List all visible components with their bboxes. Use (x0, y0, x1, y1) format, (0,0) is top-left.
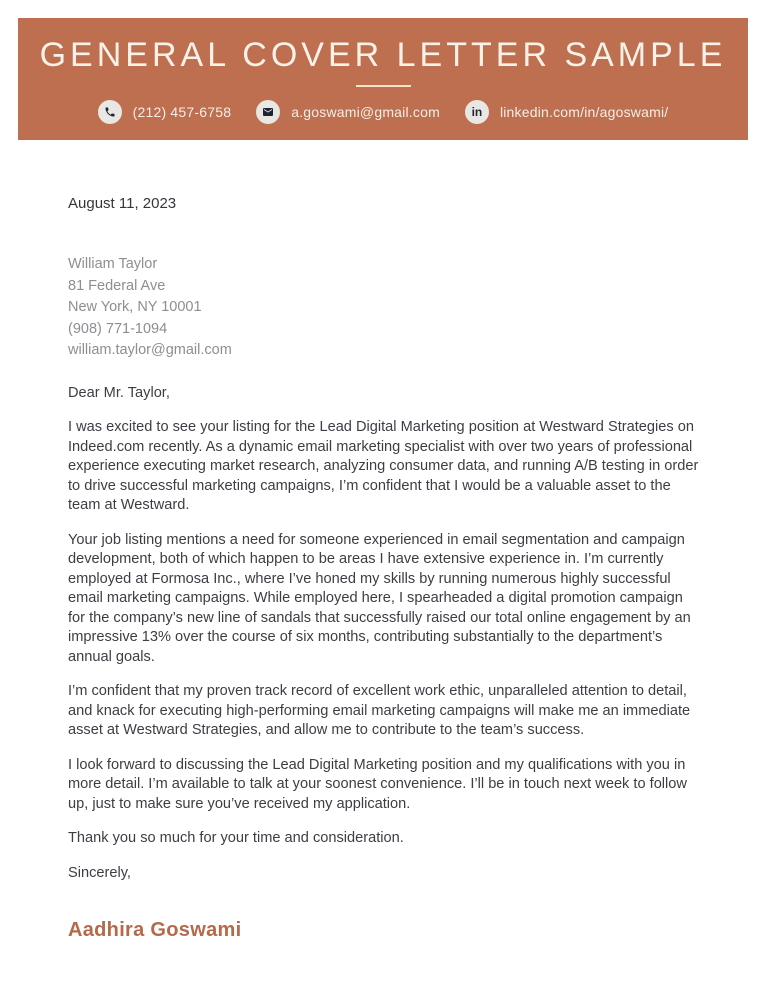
phone-number-text: (212) 457-6758 (132, 104, 232, 120)
linkedin-icon (465, 100, 489, 124)
signature-name: Aadhira Goswami (68, 919, 242, 941)
paragraph-1: I was excited to see your listing for the Lead Digital Marketing position at Westward Strategies on Indeed.com recently. As a dynamic email marketing specialist with over two years of professional experience executing market research, analyzing consumer data, and running A/B testing in order to drive successful marketing campaigns, I’m confident that I would be a valuable asset to the team at Westward. (68, 419, 699, 513)
recipient-phone: (908) 771-1094 (68, 320, 168, 337)
letter-body (68, 140, 702, 942)
recipient-block (68, 254, 702, 362)
envelope-icon (256, 100, 280, 124)
recipient-email: william.taylor@gmail.com (68, 342, 232, 358)
email-text: a.goswami@gmail.com (291, 104, 440, 120)
paragraph-4: I look forward to discussing the Lead Digital Marketing position and my qualifications with you in more detail. I’m available to talk at your soonest convenience. I’ll be in touch next week to follow up, just to make sure you’ve received my application. (68, 756, 687, 812)
salutation: Dear Mr. Taylor, (68, 384, 170, 401)
linkedin-glyph: in (471, 105, 483, 119)
closing-line: Sincerely, (68, 864, 131, 881)
recipient-address-line1: 81 Federal Ave (68, 277, 166, 294)
thanks-line: Thank you so much for your time and consideration. (68, 830, 404, 846)
paragraph-3: I’m confident that my proven track record of excellent work ethic, unparalleled attention to detail, and knack for executing high-performing email marketing campaigns will make me an immediate asset at Westward Strategies, and allow me to contribute to the team’s success. (68, 683, 691, 738)
recipient-name: William Taylor (68, 256, 158, 272)
phone-icon (98, 100, 122, 124)
page-title: GENERAL COVER LETTER SAMPLE (39, 36, 727, 74)
contact-row (18, 100, 748, 124)
letter-date: August 11, 2023 (68, 195, 177, 212)
contact-phone (98, 100, 232, 124)
header-banner (18, 18, 748, 140)
title-divider (356, 85, 411, 87)
contact-linkedin (465, 100, 668, 124)
contact-email (256, 100, 440, 124)
linkedin-url-text: linkedin.com/in/agoswami/ (499, 104, 669, 120)
recipient-address-line2: New York, NY 10001 (68, 299, 202, 315)
paragraph-2: Your job listing mentions a need for someone experienced in email segmentation and campaign development, both of which happen to be areas I have extensive experience in. I’m currently employed at Formosa Inc., where I’ve honed my skills by running numerous highly successful email marketing campaigns. While employed here, I spearheaded a digital promotion campaign for the company’s new line of sandals that successfully raised our total online engagement by an impressive 13% over the course of six months, contributing substantially to the department’s annual goals. (68, 531, 691, 665)
